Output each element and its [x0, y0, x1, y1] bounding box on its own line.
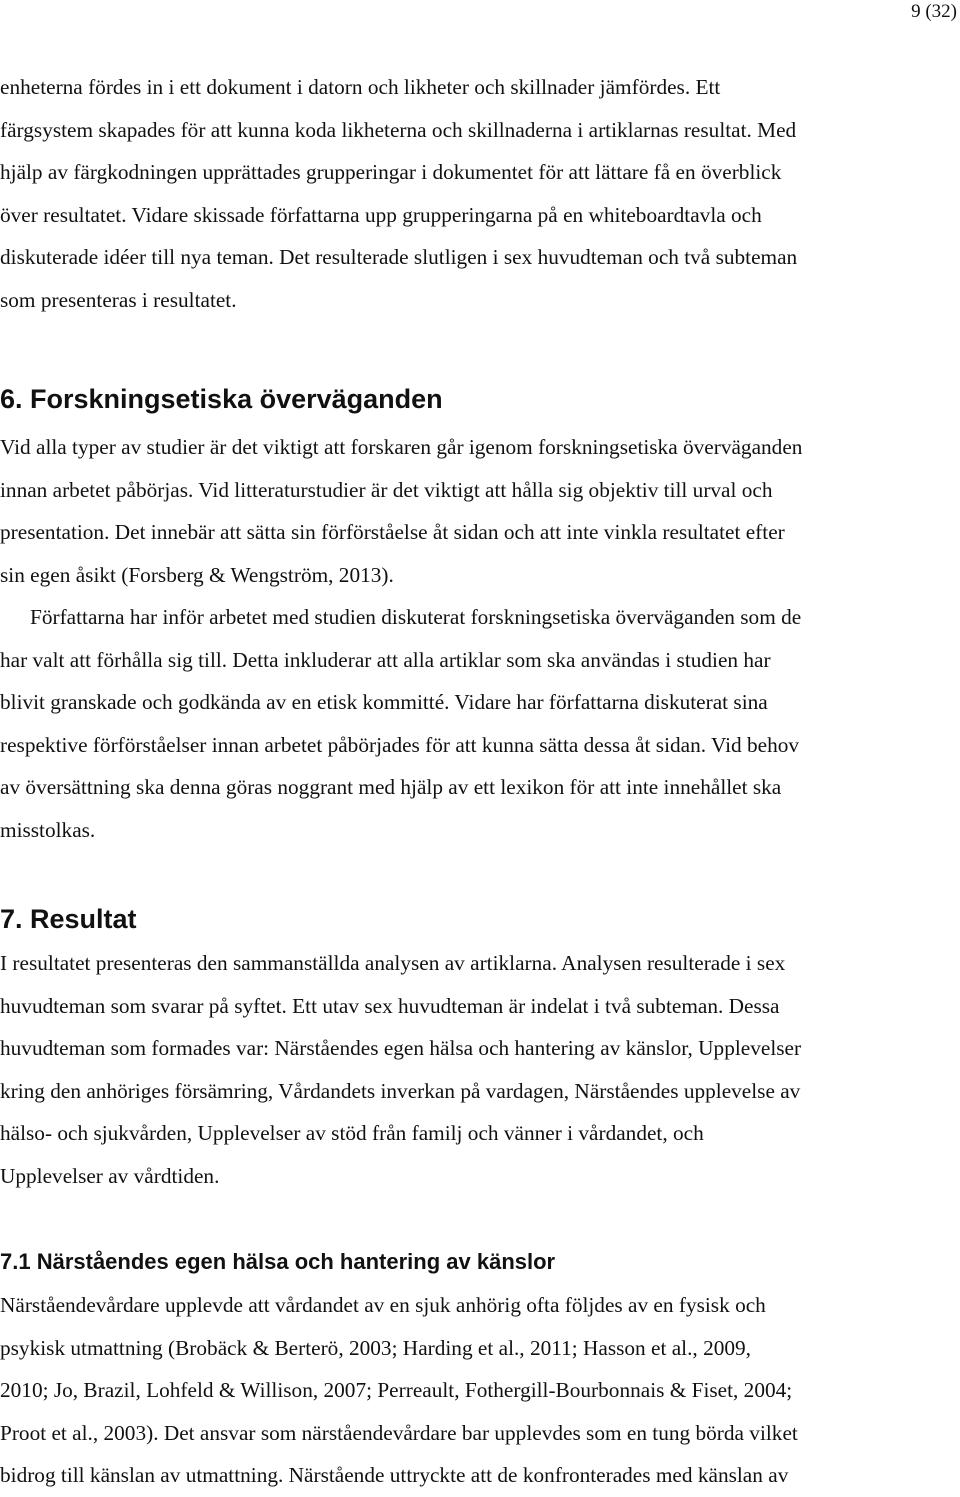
text-line: 2010; Jo, Brazil, Lohfeld & Willison, 2007; Perreault, Fothergill-Bourbonnais & Fiset, 2004; [0, 1378, 793, 1403]
text-line: hjälp av färgkodningen upprättades grupperingar i dokumentet för att lättare få en överblick [0, 160, 782, 185]
text-line: huvudteman som svarar på syftet. Ett utav sex huvudteman är indelat i två subteman. Dessa [0, 993, 780, 1018]
text-line: psykisk utmattning (Brobäck & Berterö, 2003; Harding et al., 2011; Hasson et al., 2009, [0, 1335, 751, 1360]
text-line: kring den anhöriges försämring, Vårdandets inverkan på vardagen, Närståendes upplevelse av [0, 1078, 801, 1103]
text-line: hälso- och sjukvården, Upplevelser av stöd från familj och vänner i vårdandet, och [0, 1121, 704, 1146]
text-line: sin egen åsikt (Forsberg & Wengström, 2013). [0, 562, 394, 587]
section-6-paragraph-2 [0, 596, 960, 852]
text-line: presentation. Det innebär att sätta sin förförståelse åt sidan och att inte vinkla resultatet efter [0, 520, 785, 545]
text-line: har valt att förhålla sig till. Detta inkluderar att alla artiklar som ska användas i studien har [0, 647, 771, 672]
text-line: misstolkas. [0, 817, 96, 842]
text-line: Proot et al., 2003). Det ansvar som närståendevårdare bar upplevdes som en tung börda vilket [0, 1420, 798, 1445]
text-line: diskuterade idéer till nya teman. Det resulterade slutligen i sex huvudteman och två subteman [0, 245, 798, 270]
intro-paragraph [0, 66, 960, 322]
page-number: 9 (32) [911, 1, 957, 22]
section-7-1-paragraph [0, 1284, 960, 1497]
text-line: huvudteman som formades var: Närståendes egen hälsa och hantering av känslor, Upplevelser [0, 1036, 802, 1061]
section-6-paragraph-1 [0, 426, 960, 596]
section-7-heading: 7. Resultat [0, 904, 137, 934]
text-line: enheterna fördes in i ett dokument i datorn och likheter och skillnader jämfördes. Ett [0, 75, 721, 99]
text-line: Upplevelser av vårdtiden. [0, 1163, 220, 1188]
text-line: färgsystem skapades för att kunna koda likheterna och skillnaderna i artiklarnas resultat. Med [0, 117, 797, 142]
text-line: innan arbetet påbörjas. Vid litteraturstudier är det viktigt att hålla sig objektiv till urval och [0, 477, 773, 502]
text-line: Vid alla typer av studier är det viktigt att forskaren går igenom forskningsetiska överväganden [0, 435, 803, 459]
text-line: bidrog till känslan av utmattning. Närstående uttryckte att de konfronterades med känslan av [0, 1463, 789, 1488]
text-line: som presenteras i resultatet. [0, 287, 237, 312]
text-line: Författarna har inför arbetet med studien diskuterat forskningsetiska överväganden som de [30, 605, 802, 629]
text-line: I resultatet presenteras den sammanställda analysen av artiklarna. Analysen resulterade i sex [0, 951, 786, 975]
section-7-paragraph [0, 942, 960, 1198]
text-line: av översättning ska denna göras noggrant med hjälp av ett lexikon för att inte innehållet ska [0, 775, 782, 800]
text-line: respektive förförståelser innan arbetet påbörjades för att kunna sätta dessa åt sidan. Vid behov [0, 732, 800, 757]
text-line: blivit granskade och godkända av en etisk kommitté. Vidare har författarna diskuterat sina [0, 690, 768, 715]
section-6-heading: 6. Forskningsetiska överväganden [0, 384, 443, 414]
text-line: över resultatet. Vidare skissade författarna upp grupperingarna på en whiteboardtavla och [0, 202, 762, 227]
text-line: Närståendevårdare upplevde att vårdandet av en sjuk anhörig ofta följdes av en fysisk och [0, 1293, 766, 1317]
section-7-1-heading: 7.1 Närståendes egen hälsa och hantering av känslor [0, 1249, 556, 1274]
